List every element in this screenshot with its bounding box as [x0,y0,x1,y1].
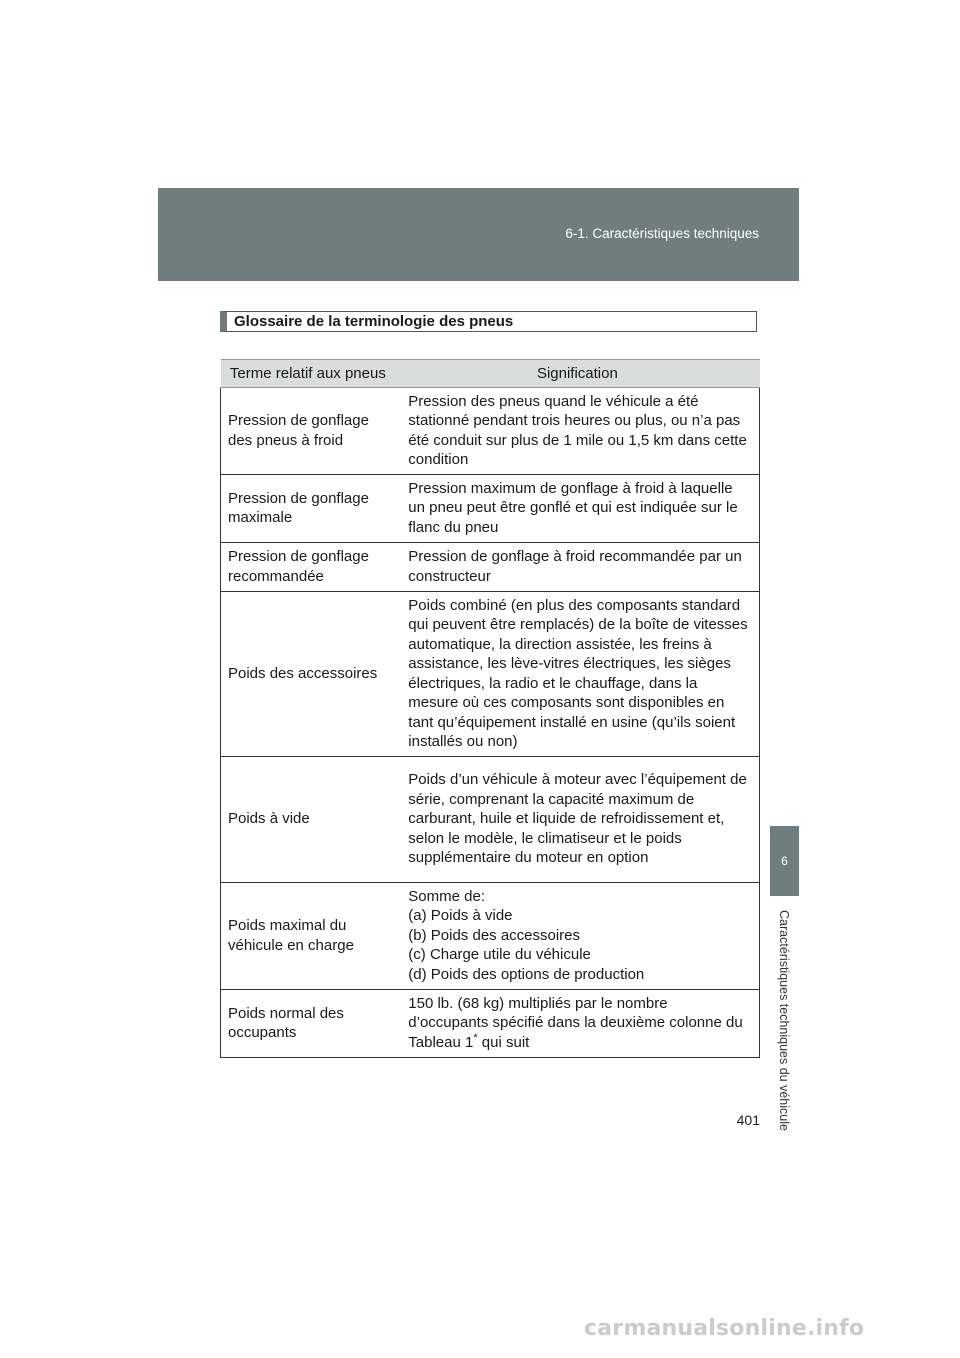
table-row [221,990,760,1058]
definition-cell: Poids combiné (en plus des composants standard qui peuvent être remplacés) de la boîte de vitesses automatique, la direction assistée, les freins à assistance, les lève-vitres électriques, les sièges électriques, la radio et le chauffage, dans la mesure où ces composants sont disponibles en tant qu’équipement installé en usine (qu’ils soient installés ou non) [395,592,759,757]
table-row [221,883,760,990]
definition-text: 150 lb. (68 kg) multipliés par le nombre d’occupants spécifié dans la deuxième colonne du Tableau 1 [408,994,743,1051]
table-header-row [221,360,760,388]
definition-cell: Poids d’un véhicule à moteur avec l’équipement de série, comprenant la capacité maximum de carburant, huile et liquide de refroidissement et, selon le modèle, le climatiseur et le poids supplémentaire du moteur en option [395,757,759,883]
table-row [221,757,760,883]
table-row [221,475,760,543]
page-number: 401 [736,1112,760,1128]
term-cell: Poids normal des occupants [221,990,396,1058]
definition-line: Somme de: [408,887,485,905]
term-cell: Poids des accessoires [221,592,396,757]
glossary-title: Glossaire de la terminologie des pneus [220,311,757,332]
definition-cell [395,990,759,1058]
chapter-number: 6 [781,854,788,868]
definition-line: (d) Poids des options de production [408,965,645,983]
table-row [221,592,760,757]
table-row [221,388,760,475]
chapter-label: Caractéristiques techniques du véhicule [777,909,791,1131]
column-header-meaning: Signification [395,360,759,388]
header-band [158,188,799,281]
definition-line: (a) Poids à vide [408,907,513,925]
watermark: carmanualsonline.info [584,1316,865,1341]
glossary-table [220,359,760,1058]
term-cell: Pression de gonflage maximale [221,475,396,543]
table-row [221,543,760,592]
term-cell: Poids maximal du véhicule en charge [221,883,396,990]
term-cell: Pression de gonflage des pneus à froid [221,388,396,475]
footnote-asterisk: * [473,1031,478,1044]
definition-cell: Pression des pneus quand le véhicule a été stationné pendant trois heures ou plus, ou n’a pas été conduit sur plus de 1 mile ou 1,5 km dans cette condition [395,388,759,475]
header-section-title: 6-1. Caractéristiques techniques [565,226,759,241]
definition-cell: Pression de gonflage à froid recommandée par un constructeur [395,543,759,592]
chapter-tab [770,826,799,896]
term-cell: Poids à vide [221,757,396,883]
definition-line: (c) Charge utile du véhicule [408,946,591,964]
definition-line: (b) Poids des accessoires [408,926,581,944]
definition-text-end: qui suit [477,1033,530,1051]
definition-cell [395,883,759,990]
column-header-term: Terme relatif aux pneus [221,360,396,388]
term-cell: Pression de gonflage recommandée [221,543,396,592]
definition-cell: Pression maximum de gonflage à froid à laquelle un pneu peut être gonflé et qui est indiquée sur le flanc du pneu [395,475,759,543]
